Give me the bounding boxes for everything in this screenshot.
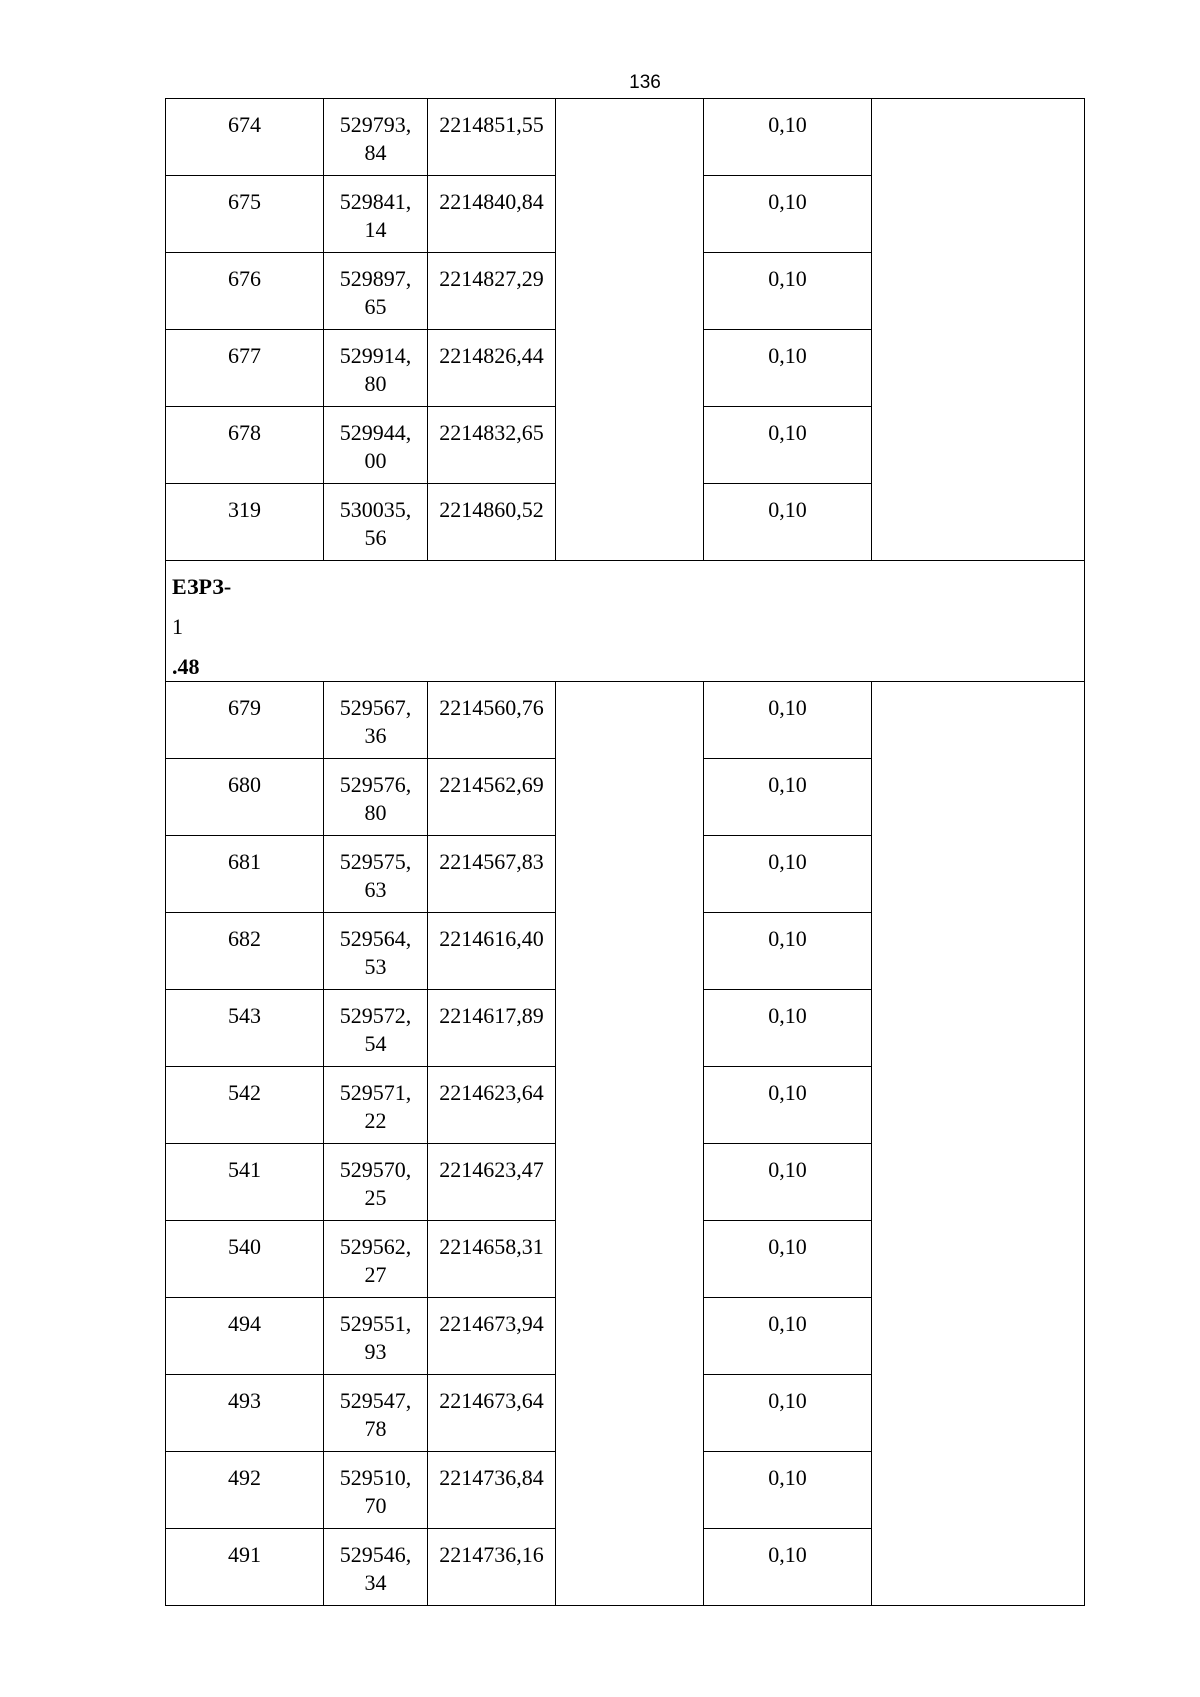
table-row: [166, 176, 1085, 253]
y-coordinate: 2214658,31: [439, 1234, 544, 1259]
x-coordinate: [324, 836, 427, 904]
table-row: [166, 330, 1085, 407]
x-coordinate-cell: [324, 484, 428, 561]
accuracy-cell: [704, 1529, 872, 1606]
y-coordinate: 2214567,83: [439, 849, 544, 874]
accuracy-cell: [704, 1298, 872, 1375]
y-coordinate: 2214616,40: [439, 926, 544, 951]
accuracy-cell: [704, 1452, 872, 1529]
x-coordinate-fraction: 93: [364, 1339, 387, 1364]
accuracy-value: 0,10: [768, 1003, 807, 1028]
y-coordinate: 2214623,64: [439, 1080, 544, 1105]
description-cell: [872, 990, 1085, 1067]
method-cell: [556, 1144, 704, 1221]
y-coordinate: 2214673,94: [439, 1311, 544, 1336]
x-coordinate-cell: [324, 330, 428, 407]
table-row: [166, 836, 1085, 913]
y-coordinate: 2214562,69: [439, 772, 544, 797]
accuracy-value: 0,10: [768, 926, 807, 951]
method-cell: [556, 836, 704, 913]
table-row: [166, 1529, 1085, 1606]
accuracy-value: 0,10: [768, 420, 807, 445]
method-cell: [556, 1221, 704, 1298]
method-cell: [556, 99, 704, 176]
table-row: [166, 1221, 1085, 1298]
y-coordinate-cell: [428, 682, 556, 759]
x-coordinate-integer: 529897,: [339, 266, 412, 291]
x-coordinate: [324, 1375, 427, 1443]
point-number-cell: [166, 1452, 324, 1529]
accuracy-value: 0,10: [768, 1157, 807, 1182]
table-row: [166, 1452, 1085, 1529]
x-coordinate: [324, 1298, 427, 1366]
point-number: 541: [228, 1157, 261, 1182]
point-number-cell: [166, 913, 324, 990]
accuracy-cell: [704, 913, 872, 990]
y-coordinate-cell: [428, 99, 556, 176]
y-coordinate-cell: [428, 176, 556, 253]
x-coordinate-fraction: 84: [364, 140, 387, 165]
accuracy-cell: [704, 99, 872, 176]
description-cell: [872, 176, 1085, 253]
x-coordinate-integer: 529793,: [339, 112, 412, 137]
x-coordinate-cell: [324, 407, 428, 484]
y-coordinate: 2214851,55: [439, 112, 544, 137]
section-title: [166, 561, 1085, 682]
table-row: [166, 1067, 1085, 1144]
x-coordinate-fraction: 27: [364, 1262, 387, 1287]
description-cell: [872, 253, 1085, 330]
y-coordinate: 2214736,84: [439, 1465, 544, 1490]
description-cell: [872, 1529, 1085, 1606]
y-coordinate-cell: [428, 1375, 556, 1452]
x-coordinate-integer: 529575,: [339, 849, 412, 874]
x-coordinate-integer: 529914,: [339, 343, 412, 368]
point-number-cell: [166, 253, 324, 330]
point-number-cell: [166, 1529, 324, 1606]
y-coordinate-cell: [428, 484, 556, 561]
x-coordinate-cell: [324, 913, 428, 990]
x-coordinate: [324, 1067, 427, 1135]
accuracy-cell: [704, 682, 872, 759]
table-row: [166, 99, 1085, 176]
accuracy-cell: [704, 1221, 872, 1298]
description-cell: [872, 759, 1085, 836]
accuracy-value: 0,10: [768, 772, 807, 797]
x-coordinate-fraction: 36: [364, 723, 387, 748]
point-number: 493: [228, 1388, 261, 1413]
x-coordinate-integer: 529567,: [339, 695, 412, 720]
point-number-cell: [166, 990, 324, 1067]
method-cell: [556, 990, 704, 1067]
x-coordinate-fraction: 54: [364, 1031, 387, 1056]
point-number-cell: [166, 1298, 324, 1375]
accuracy-cell: [704, 330, 872, 407]
accuracy-cell: [704, 1067, 872, 1144]
x-coordinate-integer: 530035,: [339, 497, 412, 522]
section-header-row: [166, 561, 1085, 682]
x-coordinate-fraction: 80: [364, 800, 387, 825]
accuracy-value: 0,10: [768, 266, 807, 291]
description-cell: [872, 484, 1085, 561]
table-row: [166, 990, 1085, 1067]
accuracy-value: 0,10: [768, 1234, 807, 1259]
point-number-cell: [166, 1375, 324, 1452]
point-number: 680: [228, 772, 261, 797]
table-row: [166, 1298, 1085, 1375]
method-cell: [556, 759, 704, 836]
section-title-number: 1: [172, 614, 183, 639]
table-row: [166, 1144, 1085, 1221]
x-coordinate-cell: [324, 1375, 428, 1452]
accuracy-value: 0,10: [768, 343, 807, 368]
description-cell: [872, 836, 1085, 913]
x-coordinate-fraction: 34: [364, 1570, 387, 1595]
accuracy-value: 0,10: [768, 1542, 807, 1567]
point-number: 681: [228, 849, 261, 874]
x-coordinate-cell: [324, 1144, 428, 1221]
accuracy-cell: [704, 484, 872, 561]
x-coordinate-integer: 529546,: [339, 1542, 412, 1567]
section-title-prefix: ЕЗРЗ-: [172, 574, 232, 599]
y-coordinate: 2214832,65: [439, 420, 544, 445]
method-cell: [556, 1067, 704, 1144]
description-cell: [872, 99, 1085, 176]
y-coordinate-cell: [428, 1067, 556, 1144]
accuracy-value: 0,10: [768, 189, 807, 214]
x-coordinate-integer: 529510,: [339, 1465, 412, 1490]
y-coordinate-cell: [428, 1221, 556, 1298]
coordinates-table: [165, 98, 1085, 1606]
x-coordinate-cell: [324, 253, 428, 330]
x-coordinate-integer: 529841,: [339, 189, 412, 214]
accuracy-value: 0,10: [768, 1388, 807, 1413]
y-coordinate-cell: [428, 1452, 556, 1529]
x-coordinate-cell: [324, 1529, 428, 1606]
point-number-cell: [166, 407, 324, 484]
y-coordinate-cell: [428, 759, 556, 836]
table-row: [166, 253, 1085, 330]
method-cell: [556, 913, 704, 990]
x-coordinate-integer: 529571,: [339, 1080, 412, 1105]
method-cell: [556, 484, 704, 561]
table-row: [166, 682, 1085, 759]
table-row: [166, 913, 1085, 990]
table-row: [166, 484, 1085, 561]
point-number: 494: [228, 1311, 261, 1336]
x-coordinate-fraction: 25: [364, 1185, 387, 1210]
x-coordinate-integer: 529564,: [339, 926, 412, 951]
description-cell: [872, 1144, 1085, 1221]
accuracy-value: 0,10: [768, 1465, 807, 1490]
x-coordinate-fraction: 70: [364, 1493, 387, 1518]
accuracy-cell: [704, 407, 872, 484]
method-cell: [556, 176, 704, 253]
y-coordinate: 2214826,44: [439, 343, 544, 368]
table-row: [166, 759, 1085, 836]
x-coordinate: [324, 407, 427, 475]
x-coordinate: [324, 1221, 427, 1289]
point-number-cell: [166, 176, 324, 253]
x-coordinate-integer: 529547,: [339, 1388, 412, 1413]
description-cell: [872, 407, 1085, 484]
y-coordinate-cell: [428, 253, 556, 330]
x-coordinate-cell: [324, 176, 428, 253]
x-coordinate-cell: [324, 1298, 428, 1375]
description-cell: [872, 1298, 1085, 1375]
description-cell: [872, 913, 1085, 990]
table-row: [166, 407, 1085, 484]
x-coordinate: [324, 913, 427, 981]
point-number: 674: [228, 112, 261, 137]
method-cell: [556, 1452, 704, 1529]
point-number: 677: [228, 343, 261, 368]
x-coordinate: [324, 1144, 427, 1212]
method-cell: [556, 407, 704, 484]
y-coordinate: 2214673,64: [439, 1388, 544, 1413]
y-coordinate-cell: [428, 913, 556, 990]
x-coordinate-integer: 529562,: [339, 1234, 412, 1259]
point-number: 543: [228, 1003, 261, 1028]
accuracy-cell: [704, 759, 872, 836]
point-number: 492: [228, 1465, 261, 1490]
y-coordinate-cell: [428, 836, 556, 913]
description-cell: [872, 682, 1085, 759]
point-number-cell: [166, 1067, 324, 1144]
x-coordinate-cell: [324, 1452, 428, 1529]
method-cell: [556, 682, 704, 759]
accuracy-cell: [704, 253, 872, 330]
point-number-cell: [166, 759, 324, 836]
point-number: 319: [228, 497, 261, 522]
x-coordinate: [324, 1529, 427, 1597]
point-number-cell: [166, 99, 324, 176]
x-coordinate-fraction: 22: [364, 1108, 387, 1133]
y-coordinate: 2214736,16: [439, 1542, 544, 1567]
description-cell: [872, 330, 1085, 407]
accuracy-cell: [704, 1144, 872, 1221]
method-cell: [556, 1298, 704, 1375]
x-coordinate: [324, 99, 427, 167]
point-number-cell: [166, 1144, 324, 1221]
accuracy-value: 0,10: [768, 1311, 807, 1336]
page-number: 136: [629, 72, 661, 93]
x-coordinate: [324, 176, 427, 244]
x-coordinate-integer: 529944,: [339, 420, 412, 445]
section-title-suffix: .48: [172, 654, 200, 679]
point-number: 540: [228, 1234, 261, 1259]
point-number-cell: [166, 484, 324, 561]
method-cell: [556, 1529, 704, 1606]
x-coordinate-cell: [324, 682, 428, 759]
x-coordinate: [324, 990, 427, 1058]
point-number-cell: [166, 682, 324, 759]
y-coordinate: 2214860,52: [439, 497, 544, 522]
point-number-cell: [166, 1221, 324, 1298]
y-coordinate: 2214827,29: [439, 266, 544, 291]
description-cell: [872, 1067, 1085, 1144]
description-cell: [872, 1221, 1085, 1298]
table-row: [166, 1375, 1085, 1452]
y-coordinate-cell: [428, 1298, 556, 1375]
x-coordinate-integer: 529551,: [339, 1311, 412, 1336]
x-coordinate-cell: [324, 1221, 428, 1298]
point-number: 675: [228, 189, 261, 214]
x-coordinate-fraction: 53: [364, 954, 387, 979]
x-coordinate-fraction: 00: [364, 448, 387, 473]
accuracy-cell: [704, 1375, 872, 1452]
accuracy-cell: [704, 990, 872, 1067]
x-coordinate-cell: [324, 990, 428, 1067]
point-number: 679: [228, 695, 261, 720]
y-coordinate-cell: [428, 330, 556, 407]
x-coordinate-cell: [324, 1067, 428, 1144]
x-coordinate: [324, 1452, 427, 1520]
x-coordinate-fraction: 80: [364, 371, 387, 396]
accuracy-value: 0,10: [768, 112, 807, 137]
x-coordinate: [324, 330, 427, 398]
y-coordinate: 2214623,47: [439, 1157, 544, 1182]
method-cell: [556, 253, 704, 330]
y-coordinate-cell: [428, 407, 556, 484]
point-number: 678: [228, 420, 261, 445]
description-cell: [872, 1375, 1085, 1452]
point-number-cell: [166, 330, 324, 407]
x-coordinate-cell: [324, 99, 428, 176]
description-cell: [872, 1452, 1085, 1529]
table-body: [166, 99, 1085, 1606]
y-coordinate: 2214560,76: [439, 695, 544, 720]
x-coordinate: [324, 253, 427, 321]
method-cell: [556, 1375, 704, 1452]
y-coordinate: 2214840,84: [439, 189, 544, 214]
point-number-cell: [166, 836, 324, 913]
y-coordinate-cell: [428, 990, 556, 1067]
accuracy-cell: [704, 836, 872, 913]
accuracy-value: 0,10: [768, 497, 807, 522]
accuracy-value: 0,10: [768, 849, 807, 874]
x-coordinate-fraction: 63: [364, 877, 387, 902]
x-coordinate: [324, 759, 427, 827]
point-number: 682: [228, 926, 261, 951]
y-coordinate: 2214617,89: [439, 1003, 544, 1028]
point-number: 542: [228, 1080, 261, 1105]
x-coordinate-cell: [324, 836, 428, 913]
accuracy-cell: [704, 176, 872, 253]
x-coordinate-cell: [324, 759, 428, 836]
x-coordinate-fraction: 65: [364, 294, 387, 319]
x-coordinate-integer: 529572,: [339, 1003, 412, 1028]
x-coordinate-fraction: 78: [364, 1416, 387, 1441]
point-number: 491: [228, 1542, 261, 1567]
accuracy-value: 0,10: [768, 695, 807, 720]
method-cell: [556, 330, 704, 407]
x-coordinate: [324, 484, 427, 552]
y-coordinate-cell: [428, 1144, 556, 1221]
x-coordinate-integer: 529576,: [339, 772, 412, 797]
x-coordinate-fraction: 14: [364, 217, 387, 242]
x-coordinate-fraction: 56: [364, 525, 387, 550]
point-number: 676: [228, 266, 261, 291]
y-coordinate-cell: [428, 1529, 556, 1606]
x-coordinate: [324, 682, 427, 750]
accuracy-value: 0,10: [768, 1080, 807, 1105]
x-coordinate-integer: 529570,: [339, 1157, 412, 1182]
